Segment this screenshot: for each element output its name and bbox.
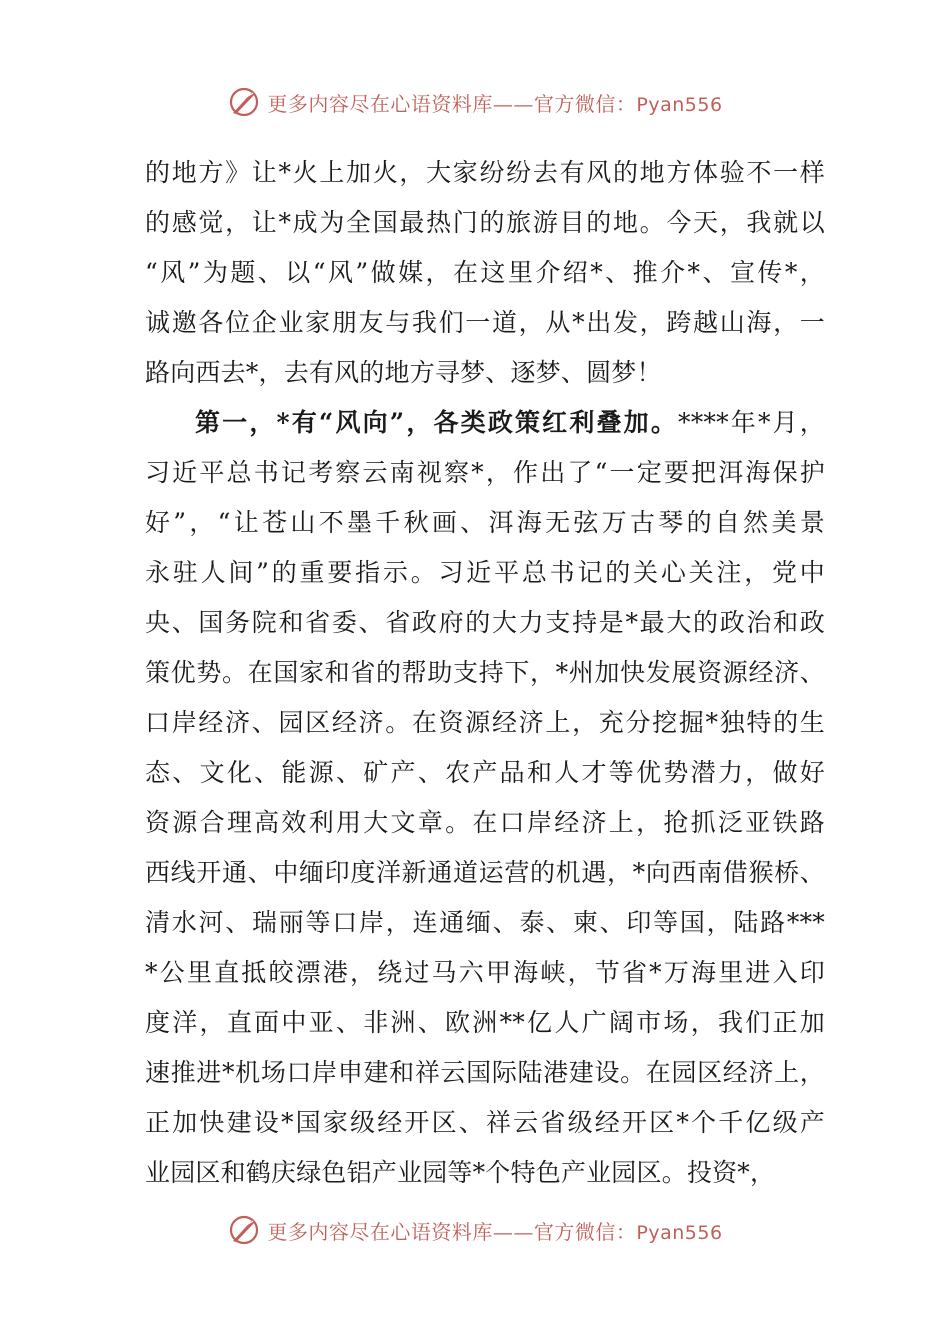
text-line: 央、国务院和省委、省政府的大力支持是*最大的政治和政	[145, 608, 825, 637]
text-line: 诚邀各位企业家朋友与我们一道，从*出发，跨越山海，一	[145, 308, 825, 337]
footer-banner	[0, 1208, 950, 1252]
banner-wechat-label: 官方微信：	[533, 1219, 637, 1244]
document-body	[145, 148, 825, 1198]
text-line: 好”，“让苍山不墨千秋画、洱海无弦万古琴的自然美景	[145, 508, 825, 537]
text-line: 业园区和鹤庆绿色铝产业园等*个特色产业园区。投资*，	[145, 1158, 776, 1187]
text-line: 口岸经济、园区经济。在资源经济上，充分挖掘*独特的生	[145, 708, 825, 737]
banner-wechat-label: 官方微信：	[533, 91, 637, 116]
banner-separator: ——	[492, 1219, 534, 1244]
text-line: 资源合理高效利用大文章。在口岸经济上，抢抓泛亚铁路	[145, 808, 825, 837]
text-line: 习近平总书记考察云南视察*，作出了“一定要把洱海保护	[145, 458, 825, 487]
text-line: *公里直抵皎漂港，绕过马六甲海峡，节省*万海里进入印	[145, 958, 825, 987]
section-heading: 第一，*有“风向”，各类政策红利叠加。	[195, 408, 679, 437]
text-line: 度洋，直面中亚、非洲、欧洲**亿人广阔市场，我们正加	[145, 1008, 825, 1037]
banner-text	[267, 88, 722, 117]
text-line-heading	[145, 398, 825, 448]
text-line: 态、文化、能源、矿产、农产品和人才等优势潜力，做好	[145, 758, 825, 787]
text-line: 清水河、瑞丽等口岸，连通缅、泰、柬、印等国，陆路***	[145, 908, 825, 937]
text-line: 的感觉，让*成为全国最热门的旅游目的地。今天，我就以	[145, 208, 825, 237]
banner-brand: 更多内容尽在心语资料库	[267, 91, 493, 116]
paragraph-2	[145, 398, 825, 1198]
text-line: 的地方》让*火上加火，大家纷纷去有风的地方体验不一样	[145, 158, 825, 187]
text-line: 西线开通、中缅印度洋新通道运营的机遇，*向西南借猴桥、	[145, 858, 825, 887]
banner-text	[267, 1216, 722, 1245]
heading-rest: ****年*月，	[678, 408, 825, 437]
quill-seal-icon	[227, 85, 261, 119]
paragraph-1	[145, 148, 825, 398]
text-line: “风”为题、以“风”做媒，在这里介绍*、推介*、宣传*，	[145, 258, 825, 287]
header-banner	[0, 80, 950, 124]
quill-seal-icon	[227, 1213, 261, 1247]
banner-brand: 更多内容尽在心语资料库	[267, 1219, 493, 1244]
banner-separator: ——	[492, 91, 534, 116]
text-line: 路向西去*，去有风的地方寻梦、逐梦、圆梦！	[145, 358, 662, 387]
banner-wechat-id: Pyan556	[636, 93, 723, 116]
text-line: 策优势。在国家和省的帮助支持下，*州加快发展资源经济、	[145, 658, 825, 687]
text-line: 速推进*机场口岸申建和祥云国际陆港建设。在园区经济上，	[145, 1058, 825, 1087]
banner-wechat-id: Pyan556	[636, 1221, 723, 1244]
text-line: 永驻人间”的重要指示。习近平总书记的关心关注，党中	[145, 558, 825, 587]
text-line: 正加快建设*国家级经开区、祥云省级经开区*个千亿级产	[145, 1108, 825, 1137]
